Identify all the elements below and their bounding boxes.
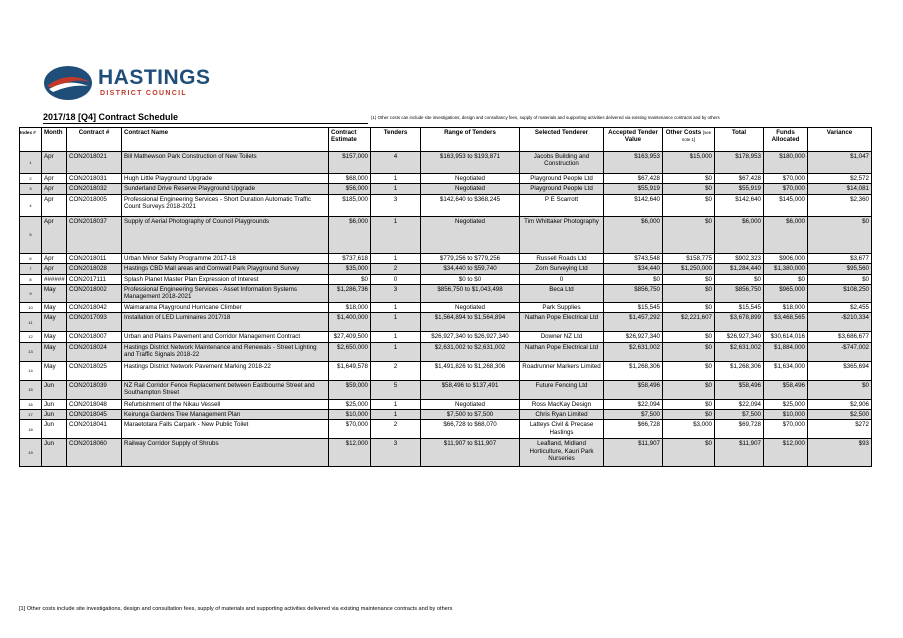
- cell-estimate: $2,650,000: [329, 342, 371, 361]
- cell-index: 10: [20, 302, 42, 312]
- cell-tenderer: Beca Ltd: [520, 285, 604, 303]
- cell-estimate: $157,000: [329, 152, 371, 174]
- cell-index: 19: [20, 439, 42, 467]
- cell-accepted: $856,750: [604, 285, 663, 303]
- cell-month: May: [42, 313, 67, 332]
- cell-index: 8: [20, 274, 42, 284]
- contract-schedule-table: [19, 127, 872, 467]
- cell-tenders: 1: [371, 410, 421, 420]
- cell-contract-no: CON2018037: [67, 216, 122, 253]
- cell-contract-name: Professional Engineering Services - Asset Information Systems Management 2018-2021: [122, 285, 329, 303]
- cell-range: $1,491,826 to $1,268,306: [421, 361, 520, 380]
- cell-index: 3: [20, 184, 42, 194]
- cell-total: $0: [715, 274, 764, 284]
- cell-other-costs: $0: [663, 332, 715, 342]
- cell-tenders: 3: [371, 194, 421, 216]
- cell-other-costs: $15,000: [663, 152, 715, 174]
- cell-contract-no: CON2017093: [67, 313, 122, 332]
- cell-other-costs: $0: [663, 380, 715, 399]
- council-logo-icon: [43, 62, 95, 106]
- cell-funds: $145,000: [764, 194, 808, 216]
- cell-contract-name: Keirunga Gardens Tree Management Plan: [122, 410, 329, 420]
- cell-contract-name: Hastings District Network Maintenance and Renewals - Street Lighting and Traffic Signals 2018-22: [122, 342, 329, 361]
- cell-contract-no: CON2018005: [67, 194, 122, 216]
- cell-month: Jun: [42, 420, 67, 439]
- cell-contract-name: Hugh Little Playground Upgrade: [122, 174, 329, 184]
- cell-total: $856,750: [715, 285, 764, 303]
- cell-tenders: 2: [371, 264, 421, 274]
- table-body: [20, 152, 872, 467]
- cell-tenders: 1: [371, 313, 421, 332]
- cell-tenderer: Ross MacKay Design: [520, 399, 604, 409]
- cell-other-costs: $0: [663, 216, 715, 253]
- cell-tenders: 1: [371, 399, 421, 409]
- cell-other-costs: $0: [663, 194, 715, 216]
- cell-tenderer: Playground People Ltd: [520, 184, 604, 194]
- table-row: [20, 216, 872, 253]
- cell-accepted: $55,919: [604, 184, 663, 194]
- footnote: [1] Other costs include site investigations, design and consultation fees, supply of materials and supporting activities delivered via existing maintenance contracts and by others: [19, 606, 453, 612]
- cell-accepted: $67,428: [604, 174, 663, 184]
- cell-total: $26,927,340: [715, 332, 764, 342]
- cell-range: $0 to $0: [421, 274, 520, 284]
- cell-range: $34,440 to $59,740: [421, 264, 520, 274]
- col-header-other-note: [see note 1]: [681, 130, 712, 143]
- cell-funds: $70,000: [764, 174, 808, 184]
- cell-tenderer: Latteys Civil & Precase Hastings: [520, 420, 604, 439]
- table-row: [20, 253, 872, 263]
- cell-variance: $2,360: [808, 194, 872, 216]
- cell-tenderer: Leafland, Midland Horticulture, Kauri Park Nurseries: [520, 439, 604, 467]
- cell-funds: $965,000: [764, 285, 808, 303]
- cell-funds: $30,614,016: [764, 332, 808, 342]
- table-row: [20, 342, 872, 361]
- cell-total: $3,678,899: [715, 313, 764, 332]
- cell-variance: $3,677: [808, 253, 872, 263]
- cell-month: Apr: [42, 253, 67, 263]
- col-header-range: Range of Tenders: [421, 128, 520, 152]
- cell-estimate: $185,000: [329, 194, 371, 216]
- cell-tenders: 2: [371, 420, 421, 439]
- cell-estimate: $1,286,736: [329, 285, 371, 303]
- cell-tenders: 0: [371, 274, 421, 284]
- cell-estimate: $1,400,000: [329, 313, 371, 332]
- cell-total: $58,496: [715, 380, 764, 399]
- cell-other-costs: $0: [663, 342, 715, 361]
- cell-tenders: 4: [371, 152, 421, 174]
- cell-tenders: 1: [371, 184, 421, 194]
- table-row: [20, 332, 872, 342]
- cell-range: $11,907 to $11,907: [421, 439, 520, 467]
- cell-funds: $70,000: [764, 184, 808, 194]
- cell-index: 1: [20, 152, 42, 174]
- cell-other-costs: $2,221,607: [663, 313, 715, 332]
- cell-accepted: $7,500: [604, 410, 663, 420]
- cell-month: Jun: [42, 410, 67, 420]
- cell-estimate: $35,000: [329, 264, 371, 274]
- table-row: [20, 420, 872, 439]
- cell-range: $58,496 to $137,491: [421, 380, 520, 399]
- cell-index: 15: [20, 380, 42, 399]
- cell-tenderer: Tim Whittaker Photography: [520, 216, 604, 253]
- cell-funds: $1,634,000: [764, 361, 808, 380]
- cell-month: May: [42, 302, 67, 312]
- cell-estimate: $18,000: [329, 302, 371, 312]
- cell-accepted: $743,548: [604, 253, 663, 263]
- cell-contract-no: CON2018042: [67, 302, 122, 312]
- cell-funds: $12,000: [764, 439, 808, 467]
- cell-range: $7,500 to $7,500: [421, 410, 520, 420]
- col-header-tenders: Tenders: [371, 128, 421, 152]
- cell-funds: $10,000: [764, 410, 808, 420]
- cell-total: $69,728: [715, 420, 764, 439]
- table-row: [20, 399, 872, 409]
- cell-variance: $95,560: [808, 264, 872, 274]
- col-header-tenderer: Selected Tenderer: [520, 128, 604, 152]
- cell-contract-no: CON2018002: [67, 285, 122, 303]
- cell-tenders: 1: [371, 332, 421, 342]
- cell-tenderer: Nathan Pope Electrical Ltd: [520, 313, 604, 332]
- col-header-other-label: Other Costs: [665, 129, 702, 136]
- cell-index: 17: [20, 410, 42, 420]
- cell-total: $902,323: [715, 253, 764, 263]
- cell-contract-no: CON2018041: [67, 420, 122, 439]
- col-header-estimate: Contract Estimate: [329, 128, 371, 152]
- cell-month: May: [42, 332, 67, 342]
- cell-range: $163,953 to $193,871: [421, 152, 520, 174]
- page-title: 2017/18 [Q4] Contract Schedule: [43, 112, 179, 122]
- cell-estimate: $6,000: [329, 216, 371, 253]
- cell-index: 7: [20, 264, 42, 274]
- cell-contract-no: CON2018024: [67, 342, 122, 361]
- header-note: (1) Other costs can include site investigations, design and consultancy fees, supply of materials and supporting activities delivered via existing maintenance contracts and by others: [371, 115, 720, 120]
- cell-range: Negotiated: [421, 302, 520, 312]
- cell-month: Jun: [42, 380, 67, 399]
- cell-other-costs: $0: [663, 174, 715, 184]
- cell-variance: $2,500: [808, 410, 872, 420]
- cell-accepted: $15,545: [604, 302, 663, 312]
- cell-other-costs: $0: [663, 439, 715, 467]
- cell-accepted: $26,927,340: [604, 332, 663, 342]
- col-header-contract-name: Contract Name: [122, 128, 329, 152]
- cell-funds: $6,000: [764, 216, 808, 253]
- cell-total: $67,428: [715, 174, 764, 184]
- cell-index: 18: [20, 420, 42, 439]
- cell-accepted: $1,268,306: [604, 361, 663, 380]
- cell-tenders: 3: [371, 285, 421, 303]
- cell-month: May: [42, 285, 67, 303]
- cell-tenders: 1: [371, 253, 421, 263]
- cell-variance: $0: [808, 380, 872, 399]
- table-row: [20, 410, 872, 420]
- council-logo: [43, 62, 223, 106]
- cell-estimate: $59,000: [329, 380, 371, 399]
- table-row: [20, 184, 872, 194]
- cell-range: Negotiated: [421, 184, 520, 194]
- cell-other-costs: $0: [663, 184, 715, 194]
- cell-month: May: [42, 361, 67, 380]
- table-row: [20, 313, 872, 332]
- cell-contract-name: Professional Engineering Services - Short Duration Automatic Traffic Count Surveys 2018-2021: [122, 194, 329, 216]
- cell-funds: $180,000: [764, 152, 808, 174]
- cell-tenders: 5: [371, 380, 421, 399]
- cell-contract-no: CON2018028: [67, 264, 122, 274]
- cell-funds: $0: [764, 274, 808, 284]
- cell-range: $66,728 to $68,070: [421, 420, 520, 439]
- col-header-index: Index #: [20, 128, 42, 152]
- cell-tenders: 2: [371, 361, 421, 380]
- cell-contract-name: Splash Planet Master Plan Expression of Interest: [122, 274, 329, 284]
- cell-accepted: $1,457,292: [604, 313, 663, 332]
- title-underline: [43, 123, 368, 124]
- cell-contract-no: CON2018039: [67, 380, 122, 399]
- cell-variance: $93: [808, 439, 872, 467]
- cell-estimate: $68,000: [329, 174, 371, 184]
- col-header-total: Total: [715, 128, 764, 152]
- cell-range: $2,631,002 to $2,631,002: [421, 342, 520, 361]
- cell-total: $55,919: [715, 184, 764, 194]
- cell-range: $779,256 to $779,256: [421, 253, 520, 263]
- cell-index: 12: [20, 332, 42, 342]
- cell-tenderer: 0: [520, 274, 604, 284]
- cell-index: 14: [20, 361, 42, 380]
- cell-contract-name: Hastings District Network Pavement Marking 2018-22: [122, 361, 329, 380]
- cell-range: $142,640 to $368,245: [421, 194, 520, 216]
- cell-month: Apr: [42, 184, 67, 194]
- cell-other-costs: $0: [663, 274, 715, 284]
- cell-tenderer: Playground People Ltd: [520, 174, 604, 184]
- cell-tenderer: Russell Roads Ltd: [520, 253, 604, 263]
- cell-variance: $108,250: [808, 285, 872, 303]
- cell-total: $6,000: [715, 216, 764, 253]
- cell-tenderer: Chris Ryan Limited: [520, 410, 604, 420]
- cell-total: $142,640: [715, 194, 764, 216]
- cell-estimate: $737,618: [329, 253, 371, 263]
- cell-contract-name: Sunderland Drive Reserve Playground Upgrade: [122, 184, 329, 194]
- col-header-funds: Funds Allocated: [764, 128, 808, 152]
- cell-tenderer: Future Fencing Ltd: [520, 380, 604, 399]
- cell-other-costs: $158,775: [663, 253, 715, 263]
- cell-accepted: $142,640: [604, 194, 663, 216]
- table-row: [20, 361, 872, 380]
- cell-funds: $25,000: [764, 399, 808, 409]
- cell-contract-no: CON2018032: [67, 184, 122, 194]
- cell-index: 4: [20, 194, 42, 216]
- cell-funds: $3,468,565: [764, 313, 808, 332]
- cell-variance: $0: [808, 274, 872, 284]
- cell-other-costs: $3,000: [663, 420, 715, 439]
- cell-index: 13: [20, 342, 42, 361]
- table-row: [20, 152, 872, 174]
- cell-total: $1,284,440: [715, 264, 764, 274]
- cell-other-costs: $0: [663, 361, 715, 380]
- cell-range: Negotiated: [421, 174, 520, 184]
- cell-other-costs: $1,250,000: [663, 264, 715, 274]
- col-header-accepted: Accepted Tender Value: [604, 128, 663, 152]
- cell-accepted: $22,094: [604, 399, 663, 409]
- cell-contract-name: NZ Rail Corridor Fence Replacement between Eastbourne Street and Southampton Street: [122, 380, 329, 399]
- cell-estimate: $0: [329, 274, 371, 284]
- cell-funds: $1,884,000: [764, 342, 808, 361]
- cell-contract-name: Urban and Plains Pavement and Corridor Management Contract: [122, 332, 329, 342]
- col-header-contract-no: Contract #: [67, 128, 122, 152]
- cell-funds: $906,000: [764, 253, 808, 263]
- cell-index: 6: [20, 253, 42, 263]
- cell-contract-no: CON2018031: [67, 174, 122, 184]
- cell-variance: $2,572: [808, 174, 872, 184]
- cell-tenders: 1: [371, 216, 421, 253]
- cell-contract-no: CON2018045: [67, 410, 122, 420]
- cell-contract-name: Railway Corridor Supply of Shrubs: [122, 439, 329, 467]
- cell-funds: $1,380,000: [764, 264, 808, 274]
- table-row: [20, 302, 872, 312]
- cell-total: $11,907: [715, 439, 764, 467]
- cell-month: Apr: [42, 152, 67, 174]
- col-header-variance: Variance: [808, 128, 872, 152]
- table-row: [20, 274, 872, 284]
- cell-estimate: $27,409,500: [329, 332, 371, 342]
- cell-tenderer: Jacobs Building and Construction: [520, 152, 604, 174]
- cell-index: 11: [20, 313, 42, 332]
- cell-tenders: 1: [371, 342, 421, 361]
- cell-contract-no: CON2018007: [67, 332, 122, 342]
- cell-funds: $70,000: [764, 420, 808, 439]
- cell-contract-name: Waimarama Playground Hurricane Climber: [122, 302, 329, 312]
- cell-contract-name: Bill Mathewson Park Construction of New Toilets: [122, 152, 329, 174]
- cell-month: May: [42, 342, 67, 361]
- cell-index: 9: [20, 285, 42, 303]
- cell-other-costs: $0: [663, 285, 715, 303]
- cell-range: $26,927,340 to $26,927,340: [421, 332, 520, 342]
- cell-variance: $14,081: [808, 184, 872, 194]
- cell-tenderer: Park Supplies: [520, 302, 604, 312]
- cell-accepted: $6,000: [604, 216, 663, 253]
- cell-accepted: $2,631,002: [604, 342, 663, 361]
- cell-accepted: $11,907: [604, 439, 663, 467]
- cell-range: $1,564,894 to $1,564,894: [421, 313, 520, 332]
- cell-accepted: $58,496: [604, 380, 663, 399]
- cell-variance: $2,906: [808, 399, 872, 409]
- cell-funds: $58,496: [764, 380, 808, 399]
- cell-month: Apr: [42, 216, 67, 253]
- cell-accepted: $34,440: [604, 264, 663, 274]
- cell-total: $2,631,002: [715, 342, 764, 361]
- cell-other-costs: $0: [663, 410, 715, 420]
- cell-other-costs: $0: [663, 399, 715, 409]
- cell-index: 2: [20, 174, 42, 184]
- cell-contract-no: CON2017111: [67, 274, 122, 284]
- cell-estimate: $70,000: [329, 420, 371, 439]
- cell-month: Apr: [42, 194, 67, 216]
- table-row: [20, 194, 872, 216]
- header-row: [20, 128, 872, 152]
- cell-variance: $1,047: [808, 152, 872, 174]
- cell-month: Apr: [42, 264, 67, 274]
- table-row: [20, 264, 872, 274]
- cell-estimate: $56,000: [329, 184, 371, 194]
- cell-contract-no: CON2018025: [67, 361, 122, 380]
- cell-month: ######: [42, 274, 67, 284]
- cell-tenderer: Roadrunner Markers Limited: [520, 361, 604, 380]
- cell-contract-no: CON2018048: [67, 399, 122, 409]
- cell-estimate: $12,000: [329, 439, 371, 467]
- cell-estimate: $1,649,578: [329, 361, 371, 380]
- cell-contract-name: Supply of Aerial Photography of Council Playgrounds: [122, 216, 329, 253]
- cell-tenderer: Zorn Surveying Ltd: [520, 264, 604, 274]
- cell-total: $15,545: [715, 302, 764, 312]
- cell-other-costs: $0: [663, 302, 715, 312]
- col-header-month: Month: [42, 128, 67, 152]
- cell-range: $856,750 to $1,043,498: [421, 285, 520, 303]
- cell-contract-name: Maraetotara Falls Carpark - New Public Toilet: [122, 420, 329, 439]
- table-row: [20, 285, 872, 303]
- table-row: [20, 439, 872, 467]
- logo-subtitle: DISTRICT COUNCIL: [100, 90, 187, 97]
- cell-total: $1,268,306: [715, 361, 764, 380]
- logo-title: HASTINGS: [98, 66, 211, 89]
- cell-range: Negotiated: [421, 216, 520, 253]
- cell-variance: -$747,002: [808, 342, 872, 361]
- cell-contract-name: Urban Minor Safety Programme 2017-18: [122, 253, 329, 263]
- cell-tenders: 3: [371, 439, 421, 467]
- cell-contract-name: Hastings CBD Mall areas and Cornwall Park Playground Survey: [122, 264, 329, 274]
- cell-month: Jun: [42, 439, 67, 467]
- cell-contract-no: CON2018060: [67, 439, 122, 467]
- cell-range: Negotiated: [421, 399, 520, 409]
- cell-tenders: 1: [371, 302, 421, 312]
- cell-index: 5: [20, 216, 42, 253]
- cell-total: $22,094: [715, 399, 764, 409]
- col-header-other: [663, 128, 715, 152]
- cell-contract-no: CON2018011: [67, 253, 122, 263]
- cell-total: $7,500: [715, 410, 764, 420]
- table-row: [20, 380, 872, 399]
- cell-variance: $3,686,677: [808, 332, 872, 342]
- cell-estimate: $10,000: [329, 410, 371, 420]
- cell-variance: -$210,334: [808, 313, 872, 332]
- cell-tenderer: Downer NZ Ltd: [520, 332, 604, 342]
- cell-accepted: $0: [604, 274, 663, 284]
- cell-tenders: 1: [371, 174, 421, 184]
- cell-variance: $365,694: [808, 361, 872, 380]
- cell-estimate: $25,000: [329, 399, 371, 409]
- cell-funds: $18,000: [764, 302, 808, 312]
- cell-month: Jun: [42, 399, 67, 409]
- cell-contract-no: CON2018021: [67, 152, 122, 174]
- table-row: [20, 174, 872, 184]
- cell-contract-name: Refurbishment of the Nikau Vessell: [122, 399, 329, 409]
- cell-accepted: $163,953: [604, 152, 663, 174]
- cell-accepted: $66,728: [604, 420, 663, 439]
- cell-total: $178,953: [715, 152, 764, 174]
- cell-index: 16: [20, 399, 42, 409]
- cell-variance: $0: [808, 216, 872, 253]
- cell-month: Apr: [42, 174, 67, 184]
- cell-tenderer: P E Scarrott: [520, 194, 604, 216]
- cell-contract-name: Installation of LED Luminaires 2017/18: [122, 313, 329, 332]
- cell-variance: $2,455: [808, 302, 872, 312]
- cell-tenderer: Nathan Pope Electrical Ltd: [520, 342, 604, 361]
- cell-variance: $272: [808, 420, 872, 439]
